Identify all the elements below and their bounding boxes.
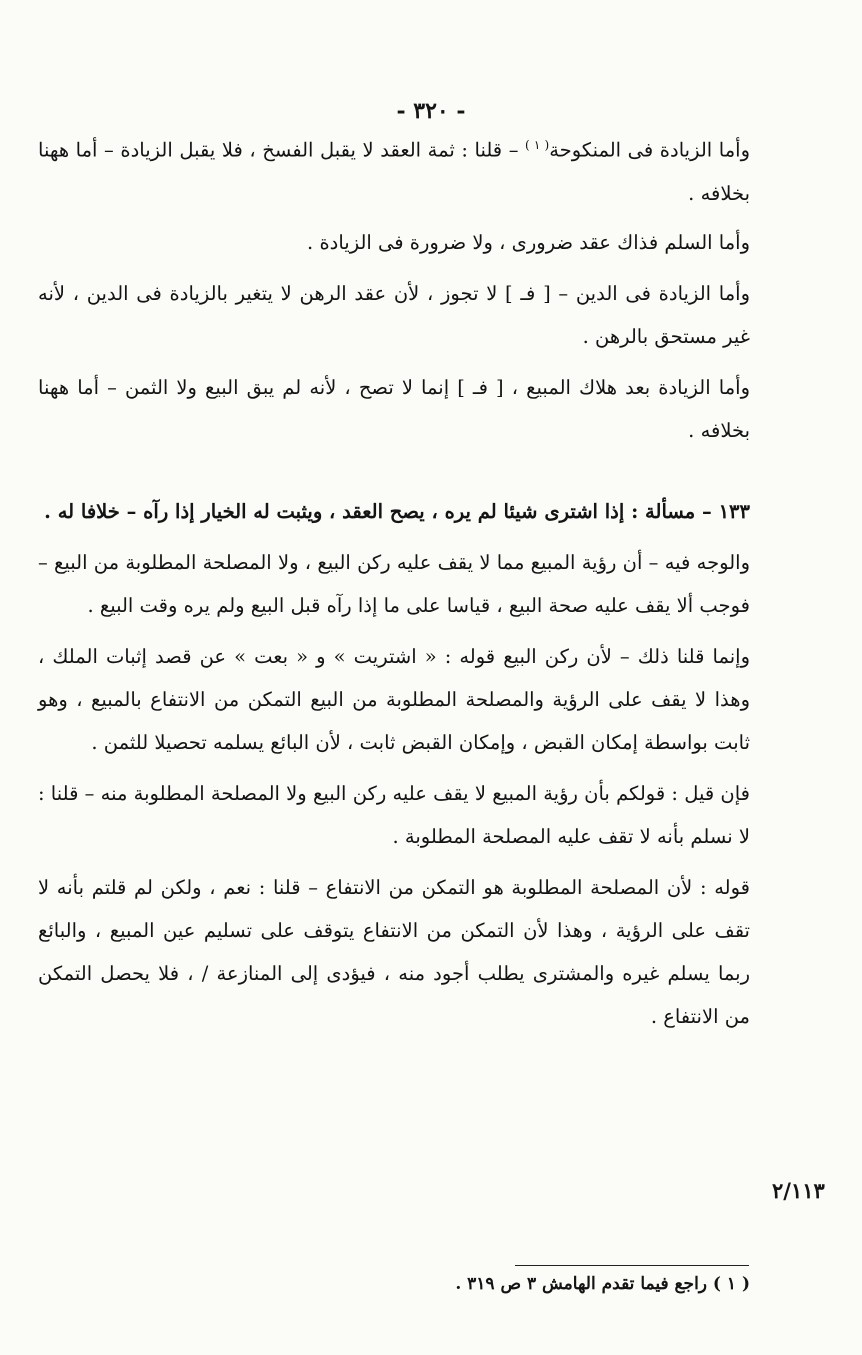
- issue-heading: ١٣٣ – مسألة : إذا اشترى شيئا لم يره ، يصح العقد ، ويثبت له الخيار إذا رآه – خلافا له .: [44, 499, 750, 523]
- paragraph-1-rest: – قلنا : ثمة العقد لا يقبل الفسخ ، فلا يقبل الزيادة – أما ههنا بخلافه .: [38, 138, 750, 205]
- paragraph-8: فإن قيل : قولكم بأن رؤية المبيع لا يقف عليه ركن البيع ولا المصلحة المطلوبة منه – قلنا : لا نسلم بأنه لا تقف عليه المصلحة المطلوبة .: [38, 781, 750, 848]
- paragraph-6: والوجه فيه – أن رؤية المبيع مما لا يقف عليه ركن البيع ، ولا المصلحة المطلوبة من البيع – فوجب ألا يقف عليه صحة البيع ، قياسا على ما إذا رآه قبل البيع ولم يره وقت البيع .: [38, 550, 750, 617]
- paragraph-1-start: وأما الزيادة فى المنكوحة: [549, 138, 750, 162]
- footnote: ( ١ ) راجع فيما تقدم الهامش ٣ ص ٣١٩ .: [455, 1274, 750, 1294]
- page-number: - ٣٢٠ -: [396, 98, 466, 124]
- paragraph-7: وإنما قلنا ذلك – لأن ركن البيع قوله : « اشتريت » و « بعت » عن قصد إثبات الملك ، وهذا لا يقف على الرؤية والمصلحة المطلوبة من البيع التمكن من الانتفاع بالمبيع ، وهو ثابت بواسطة إمكان القبض ، وإمكان القبض ثابت ، لأن البائع يسلمه تحصيلا للثمن .: [38, 644, 750, 754]
- paragraph-4: وأما الزيادة بعد هلاك المبيع ، [ فـ ] إنما لا تصح ، لأنه لم يبق البيع ولا الثمن – أما ههنا بخلافه .: [38, 375, 750, 442]
- paragraph-2: وأما السلم فذاك عقد ضرورى ، ولا ضرورة فى الزيادة .: [307, 230, 750, 254]
- paragraph-3: وأما الزيادة فى الدين – [ فـ ] لا تجوز ، لأن عقد الرهن لا يتغير بالزيادة فى الدين ، لأنه غير مستحق بالرهن .: [38, 281, 750, 348]
- paragraph-9: قوله : لأن المصلحة المطلوبة هو التمكن من الانتفاع – قلنا : نعم ، ولكن لم قلتم بأنه لا تقف على الرؤية ، وهذا لأن التمكن من الانتفاع يتوقف على تسليم عين المبيع ، والبائع ربما يسلم غيره والمشترى يطلب أجود منه ، فيؤدى إلى المنازعة / ، فلا يحصل التمكن من الانتفاع .: [38, 875, 750, 1028]
- main-text: [38, 124, 750, 1038]
- footnote-marker: ( ١ ): [525, 138, 550, 152]
- margin-reference: ٢/١١٣: [772, 1178, 825, 1203]
- footnote-divider: [515, 1265, 749, 1266]
- paragraph-1: [38, 124, 750, 215]
